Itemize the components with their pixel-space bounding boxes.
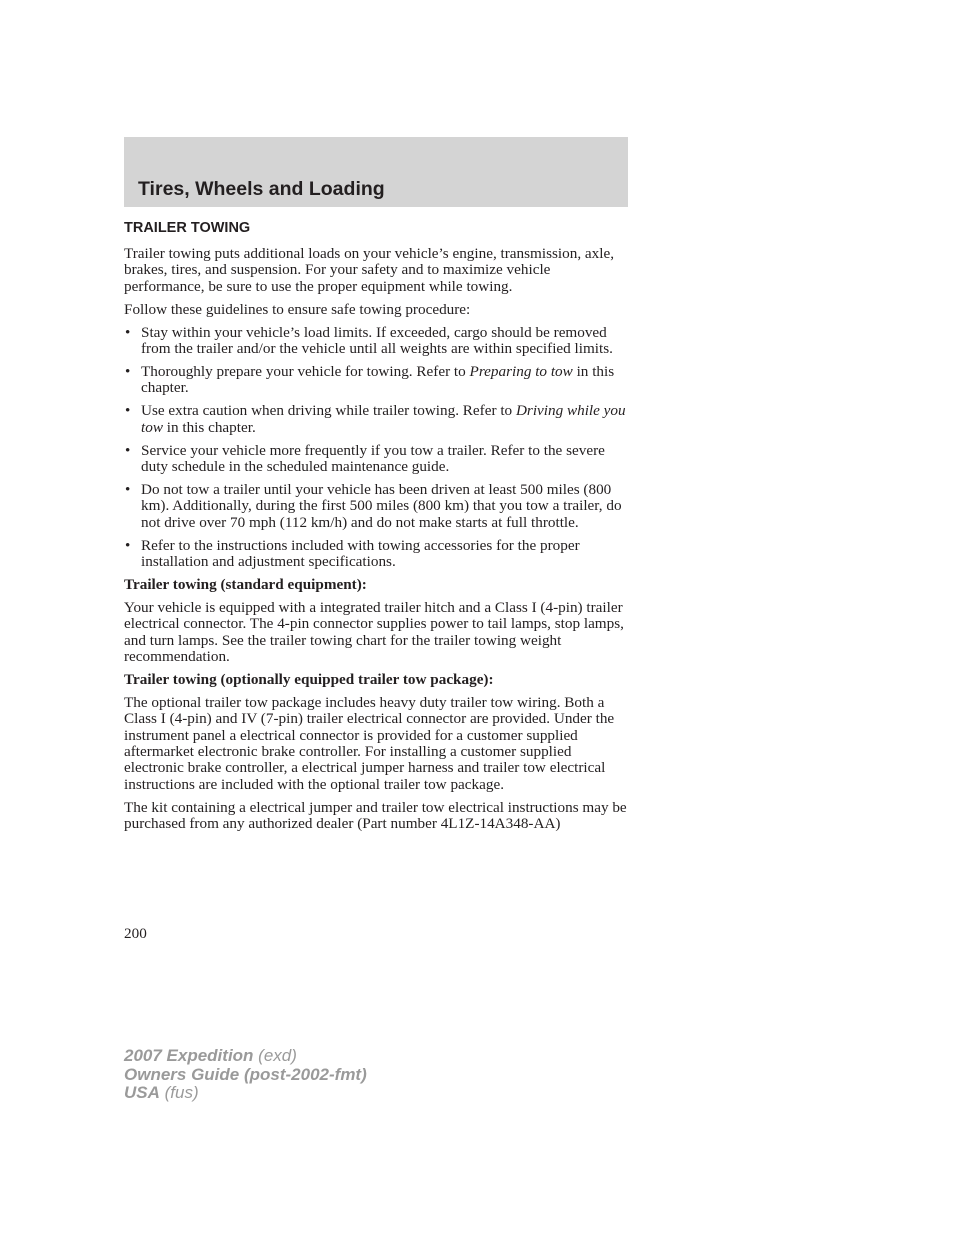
chapter-header-band bbox=[124, 137, 628, 207]
bullet-icon: • bbox=[125, 480, 131, 498]
tow-package-heading: Trailer towing (optionally equipped trailer tow package): bbox=[124, 670, 494, 688]
footer-market-code: (fus) bbox=[164, 1083, 199, 1102]
guidelines-lead: Follow these guidelines to ensure safe towing procedure: bbox=[124, 300, 471, 318]
footer-guide: Owners Guide (post-2002-fmt) bbox=[124, 1064, 367, 1084]
section-heading: TRAILER TOWING bbox=[124, 220, 251, 236]
tow-package-paragraph: The optional trailer tow package includes heavy duty trailer tow wiring. Both a Class I (4-pin) and IV (7-pin) trailer electrical connector are provided. Under the instrument panel a electrical connector is provided for a customer supplied aftermarket electronic brake controller. For installing a customer supplied electronic brake controller, a electrical jumper harness and trailer tow electrical instructions are included with the optional trailer tow package. bbox=[124, 693, 615, 793]
footer-market: USA bbox=[124, 1083, 160, 1102]
bullet-text: Service your vehicle more frequently if you tow a trailer. Refer to the severe duty schedule in the scheduled maintenance guide. bbox=[141, 441, 605, 475]
bullet-icon: • bbox=[125, 536, 131, 554]
bullet-icon: • bbox=[125, 362, 131, 380]
bullet-icon: • bbox=[125, 441, 131, 459]
page-number: 200 bbox=[124, 925, 147, 942]
standard-equipment-paragraph: Your vehicle is equipped with a integrated trailer hitch and a Class I (4-pin) trailer electrical connector. The 4-pin connector supplies power to tail lamps, stop lamps, and turn lamps. See the trailer towing chart for the trailer towing weight recommendation. bbox=[124, 598, 624, 666]
standard-equipment-heading: Trailer towing (standard equipment): bbox=[124, 575, 367, 593]
footer-model: 2007 Expedition bbox=[124, 1046, 254, 1065]
guidelines-list bbox=[124, 325, 628, 571]
bullet-text: Do not tow a trailer until your vehicle has been driven at least 500 miles (800 km). Additionally, during the first 500 miles (800 km) that you tow a trailer, do not drive over 70 mph (112 km/h) and do not make starts at full throttle. bbox=[141, 480, 622, 531]
bullet-text-post: in this chapter. bbox=[141, 362, 615, 397]
bullet-text: Refer to the instructions included with towing accessories for the proper installation and adjustment specifications. bbox=[141, 536, 580, 570]
list-item bbox=[124, 325, 628, 358]
bullet-icon: • bbox=[125, 323, 131, 341]
chapter-title: Tires, Wheels and Loading bbox=[138, 178, 385, 200]
bullet-text-pre: Use extra caution when driving while trailer towing. Refer to bbox=[141, 402, 516, 420]
page-content bbox=[124, 219, 628, 839]
cross-reference: Driving while you tow bbox=[141, 402, 626, 436]
bullet-text-pre: Thoroughly prepare your vehicle for towing. Refer to bbox=[141, 362, 470, 380]
footer-model-code: (exd) bbox=[258, 1046, 297, 1065]
list-item bbox=[124, 403, 628, 436]
bullet-icon: • bbox=[125, 402, 131, 420]
kit-paragraph: The kit containing a electrical jumper and trailer tow electrical instructions may be purchased from any authorized dealer (Part number 4L1Z-14A348-AA) bbox=[124, 798, 627, 833]
list-item bbox=[124, 364, 628, 397]
footer-line-model bbox=[124, 1047, 367, 1066]
footer-line-guide bbox=[124, 1066, 367, 1085]
bullet-text-post: in this chapter. bbox=[162, 418, 256, 436]
cross-reference: Preparing to tow bbox=[469, 362, 573, 380]
document-footer bbox=[124, 1047, 367, 1103]
list-item bbox=[124, 443, 628, 476]
bullet-text: Stay within your vehicle’s load limits. If exceeded, cargo should be removed from the trailer and/or the vehicle until all weights are within specified limits. bbox=[141, 323, 613, 358]
footer-line-market bbox=[124, 1084, 367, 1103]
intro-paragraph: Trailer towing puts additional loads on your vehicle’s engine, transmission, axle, brakes, tires, and suspension. For your safety and to maximize vehicle performance, be sure to use the proper equipment while towing. bbox=[124, 245, 615, 295]
list-item bbox=[124, 538, 628, 571]
list-item bbox=[124, 482, 628, 531]
